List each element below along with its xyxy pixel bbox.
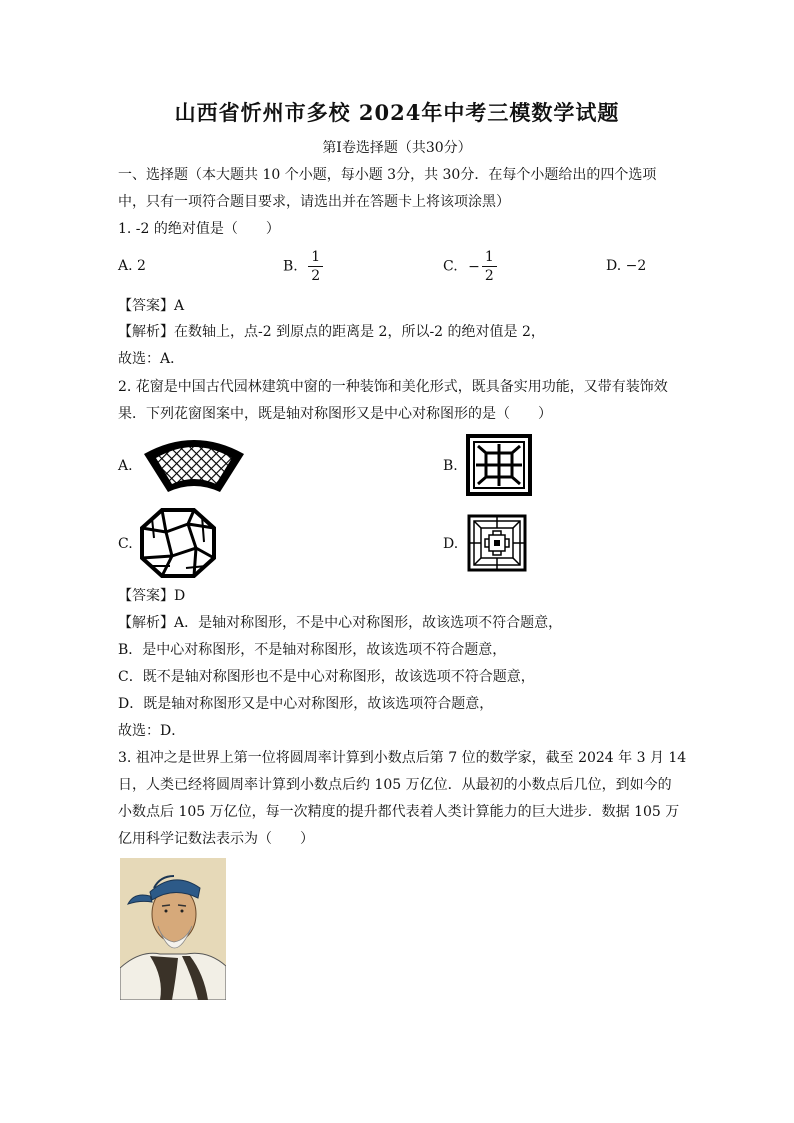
zu-chongzhi-portrait	[120, 858, 226, 1000]
square-window-figure-d	[467, 514, 527, 572]
page-title: 山西省忻州市多校 2024年中考三模数学试题	[174, 100, 620, 125]
q2-analysis-d: D．既是轴对称图形又是中心对称图形，故该选项符合题意，	[118, 696, 494, 712]
q1-option-c-sign: −	[468, 258, 480, 275]
q1-option-c	[443, 248, 497, 285]
q2-label-b: B.	[443, 458, 458, 474]
fraction-numerator: 1	[484, 249, 494, 265]
question-3-stem-line3: 小数点后 105 万亿位，每一次精度的提升都代表着人类计算能力的巨大进步．数据 105 万	[118, 804, 680, 820]
question-3-stem-line4: 亿用科学记数法表示为（ ）	[118, 831, 314, 847]
square-window-figure-b	[466, 434, 532, 496]
fan-window-figure	[142, 438, 246, 494]
q2-analysis-a: 【解析】A．是轴对称图形，不是中心对称图形，故该选项不符合题意，	[118, 615, 563, 631]
q1-option-b	[283, 248, 323, 285]
question-3-stem-line2: 日，人类已经将圆周率计算到小数点后约 105 万亿位．从最初的小数点后几位，到如今的	[118, 777, 672, 793]
q2-label-c: C.	[118, 536, 133, 552]
section-instructions-line1: 一、选择题（本大题共 10 个小题，每小题 3分，共 30分．在每个小题给出的四个选项	[118, 167, 657, 183]
q2-analysis-b: B．是中心对称图形，不是轴对称图形，故该选项不符合题意，	[118, 642, 507, 658]
q1-option-b-label: B.	[283, 258, 298, 275]
q2-label-a: A.	[118, 458, 133, 474]
q2-label-d: D.	[443, 536, 459, 552]
q1-option-c-fraction	[482, 248, 497, 285]
q1-answer: 【答案】A	[118, 298, 185, 314]
q2-conclusion: 故选：D．	[118, 723, 186, 739]
q1-option-d: D. −2	[606, 258, 647, 274]
question-2-stem-line2: 果．下列花窗图案中，既是轴对称图形又是中心对称图形的是（ ）	[118, 406, 552, 422]
section-instructions-line2: 中，只有一项符合题目要求，请选出并在答题卡上将该项涂黑）	[118, 194, 510, 210]
q2-analysis-c: C．既不是轴对称图形也不是中心对称图形，故该选项不符合题意，	[118, 669, 535, 685]
q2-answer: 【答案】D	[118, 588, 186, 604]
q1-option-b-fraction	[308, 248, 323, 285]
question-1-stem: 1. -2 的绝对值是（ ）	[118, 221, 280, 237]
octagon-window-figure	[140, 508, 216, 578]
fraction-numerator: 1	[311, 249, 321, 265]
q1-option-c-label: C.	[443, 258, 458, 275]
q1-conclusion: 故选：A．	[118, 351, 185, 367]
q1-option-a: A. 2	[118, 258, 146, 274]
fraction-denominator: 2	[308, 266, 323, 285]
section-subtitle: 第Ⅰ卷选择题（共30分）	[322, 140, 472, 156]
q1-analysis: 【解析】在数轴上，点-2 到原点的距离是 2，所以-2 的绝对值是 2，	[118, 324, 545, 340]
fraction-denominator: 2	[482, 266, 497, 285]
question-2-stem-line1: 2. 花窗是中国古代园林建筑中窗的一种装饰和美化形式，既具备实用功能，又带有装饰效	[118, 379, 668, 395]
question-3-stem-line1: 3. 祖冲之是世界上第一位将圆周率计算到小数点后第 7 位的数学家，截至 2024 年 3 月 14	[118, 750, 687, 766]
